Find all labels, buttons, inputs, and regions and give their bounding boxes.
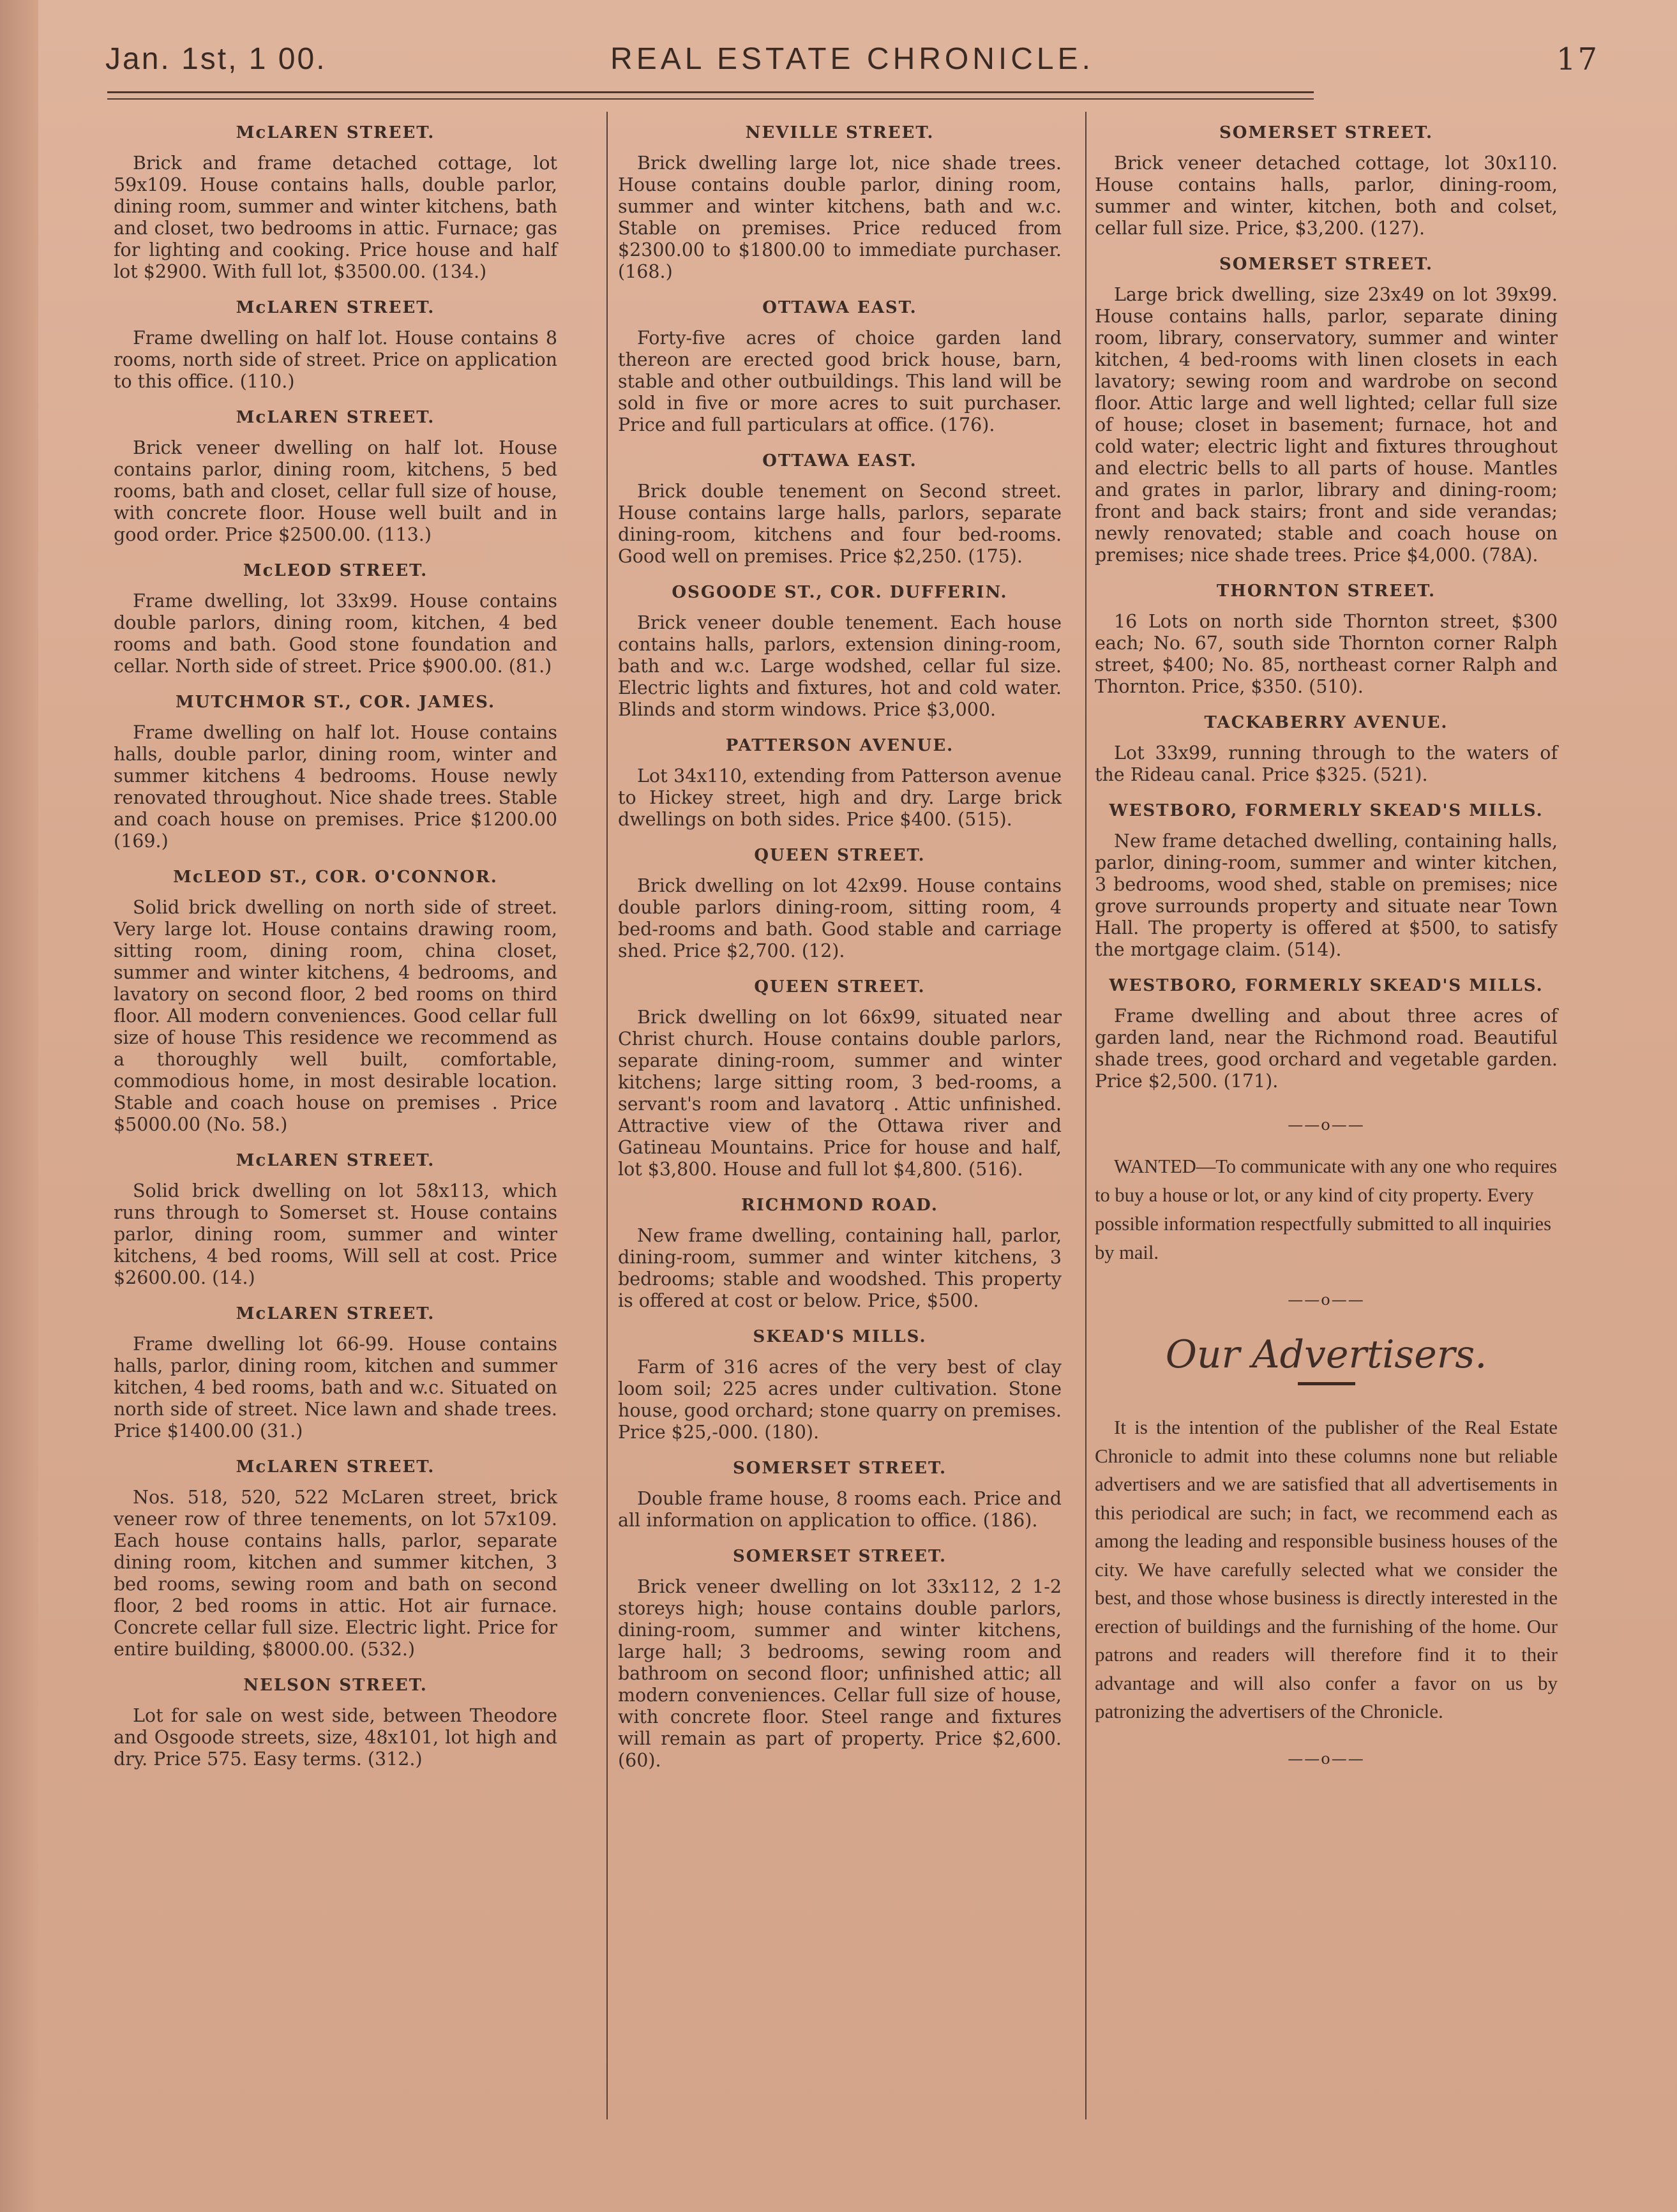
listing-heading: THORNTON STREET. xyxy=(1216,582,1436,601)
listing-description: Brick double tenement on Second street. House contains large halls, parlors, separate dining-room, kitchens and four bed-rooms. Good well on premises. Price $2,250. (175). xyxy=(618,481,1062,567)
listing-description: Frame dwelling on half lot. House contains halls, double parlor, dining room, winter and summer kitchens 4 bedrooms. House newly renovated throughout. Nice shade trees. Stable and coach house on premises. Price $1200.00 (169.) xyxy=(114,722,557,852)
listing-heading: McLAREN STREET. xyxy=(236,1304,435,1323)
listing-description: Frame dwelling, lot 33x99. House contains double parlors, dining room, kitchen, 4 bed rooms and bath. Good stone foundation and cellar. North side of street. Price $900.00. (81.) xyxy=(114,591,557,677)
listing-description: Lot 33x99, running through to the waters of the Rideau canal. Price $325. (521). xyxy=(1095,742,1558,785)
header-rule-bottom xyxy=(107,98,1314,100)
listing-heading: WESTBORO, FORMERLY SKEAD'S MILLS. xyxy=(1109,801,1544,820)
column-3 xyxy=(1095,112,1558,1786)
column-3-listings xyxy=(1095,122,1558,1092)
listing-heading: TACKABERRY AVENUE. xyxy=(1204,713,1448,732)
listing-description: Brick dwelling on lot 42x99. House contains double parlors dining-room, sitting room, 4 bed-rooms and bath. Good stable and carriage shed. Price $2,700. (12). xyxy=(618,875,1062,961)
listing-description: Large brick dwelling, size 23x49 on lot 39x99. House contains halls, parlor, separate dining room, library, conservatory, summer and winter kitchen, 4 bed-rooms with linen closets in each lavatory; sewing room and wardrobe on second floor. Attic large and well lighted; cellar full size of house; closet in basement; furnace, hot and cold water; electric light and fixtures throughout and electric bells to all parts of house. Mantles and grates in parlor, library and dining-room; front and back stairs; front and side verandas; newly renovated; stable and coach house on premises; nice shade trees. Price $4,000. (78A). xyxy=(1095,284,1558,566)
column-divider-1 xyxy=(606,112,608,2119)
listing-heading: McLAREN STREET. xyxy=(236,1151,435,1170)
listing-description: Farm of 316 acres of the very best of clay loom soil; 225 acres under cultivation. Stone house, good orchard; stone quarry on premises. Price $25,-000. (180). xyxy=(618,1357,1062,1443)
page-header xyxy=(105,32,1599,83)
advertisers-title: Our Advertisers. xyxy=(1165,1332,1487,1377)
listing-description: New frame detached dwelling, containing halls, parlor, dining-room, summer and winter kitchen, 3 bedrooms, wood shed, stable on premises; nice grove surrounds property and situate near Town Hall. The property is offered at $500, to satisfy the mortgage claim. (514). xyxy=(1095,831,1558,960)
listing-heading: McLAREN STREET. xyxy=(236,298,435,317)
listing-heading: NEVILLE STREET. xyxy=(745,123,935,142)
listing-heading: SOMERSET STREET. xyxy=(732,1547,947,1566)
listing-heading: MUTCHMOR ST., COR. JAMES. xyxy=(175,693,496,712)
listing-heading: McLEOD ST., COR. O'CONNOR. xyxy=(173,868,498,887)
listing-heading: OTTAWA EAST. xyxy=(762,298,917,317)
listing-heading: McLEOD STREET. xyxy=(243,561,428,580)
listing-heading: SOMERSET STREET. xyxy=(732,1459,947,1478)
listing-heading: SOMERSET STREET. xyxy=(1219,255,1434,274)
listing-description: Brick veneer detached cottage, lot 30x110. House contains halls, parlor, dining-room, summer and winter, kitchen, both and colset, cellar full size. Price, $3,200. (127). xyxy=(1095,153,1558,239)
listing-description: Frame dwelling on half lot. House contains 8 rooms, north side of street. Price on application to this office. (110.) xyxy=(114,327,557,392)
listing-description: Brick veneer dwelling on lot 33x112, 2 1-2 storeys high; house contains double parlors, dining-room, summer and winter kitchens, large hall; 3 bedrooms, sewing room and bathroom on second floor; unfinished attic; all modern conveniences. Cellar full size of house, with concrete floor. Steel range and fixtures will remain as part of property. Price $2,600. (60). xyxy=(618,1576,1062,1771)
listing-description: Lot for sale on west side, between Theodore and Osgoode streets, size, 48x101, lot high and dry. Price 575. Easy terms. (312.) xyxy=(114,1705,557,1770)
listing-description: Frame dwelling lot 66-99. House contains halls, parlor, dining room, kitchen and summer kitchen, 4 bed rooms, bath and w.c. Situated on north side of street. Nice lawn and shade trees. Price $1400.00 (31.) xyxy=(114,1334,557,1441)
listing-heading: NELSON STREET. xyxy=(243,1676,428,1695)
listing-description: Solid brick dwelling on lot 58x113, which runs through to Somerset st. House contains parlor, dining room, summer and winter kitchens, 4 bed rooms, Will sell at cost. Price $2600.00. (14.) xyxy=(114,1180,557,1288)
listing-description: Brick dwelling large lot, nice shade trees. House contains double parlor, dining room, summer and winter kitchens, bath and w.c. Stable on premises. Price reduced from $2300.00 to $1800.00 to immediate purchaser. (168.) xyxy=(618,153,1062,282)
listing-heading: SKEAD'S MILLS. xyxy=(753,1327,927,1346)
listing-description: Brick dwelling on lot 66x99, situated near Christ church. House contains double parlors, separate dining-room, summer and winter kitchens; large sitting room, 3 bed-rooms, a servant's room and lavatorq . Attic unfinished. Attractive view of the Ottawa river and Gatineau Mountains. Price for house and half, lot $3,800. House and full lot $4,800. (516). xyxy=(618,1007,1062,1180)
listing-heading: McLAREN STREET. xyxy=(236,123,435,142)
issue-date: Jan. 1st, 1 00. xyxy=(105,42,327,76)
listing-heading: OSGOODE ST., COR. DUFFERIN. xyxy=(672,583,1008,602)
listing-description: Brick veneer dwelling on half lot. House contains parlor, dining room, kitchens, 5 bed rooms, bath and closet, cellar full size of house, with concrete floor. House well built and in good order. Price $2500.00. (113.) xyxy=(114,437,557,545)
listing-heading: WESTBORO, FORMERLY SKEAD'S MILLS. xyxy=(1109,976,1544,995)
column-2 xyxy=(618,112,1062,1775)
header-rule-top xyxy=(107,91,1314,93)
listing-heading: McLAREN STREET. xyxy=(236,408,435,427)
listing-description: Lot 34x110, extending from Patterson avenue to Hickey street, high and dry. Large brick dwellings on both sides. Price $400. (515). xyxy=(618,765,1062,830)
listing-description: Frame dwelling and about three acres of garden land, near the Richmond road. Beautiful shade trees, good orchard and vegetable garden. Price $2,500. (171). xyxy=(1095,1005,1558,1092)
listing-description: Double frame house, 8 rooms each. Price and all information on application to office. (186). xyxy=(618,1488,1062,1531)
listing-heading: RICHMOND ROAD. xyxy=(741,1196,938,1215)
listing-description: 16 Lots on north side Thornton street, $300 each; No. 67, south side Thornton corner Ralph street, $400; No. 85, northeast corner Ralph and Thornton. Price, $350. (510). xyxy=(1095,611,1558,697)
listing-description: Brick veneer double tenement. Each house contains halls, parlors, extension dining-room, bath and w.c. Large wodshed, cellar ful size. Electric lights and fixtures, hot and cold water. Blinds and storm windows. Price $3,000. xyxy=(618,612,1062,720)
page-number: 17 xyxy=(1556,41,1599,77)
listing-description: Solid brick dwelling on north side of street. Very large lot. House contains drawing room, sitting room, dining room, china closet, summer and winter kitchens, 4 bedrooms, and lavatory on second floor, 2 bed rooms on third floor. All modern conveniences. Good cellar full size of house This residence we recommend as a thoroughly well built, comfortable, commodious home, in most desirable location. Stable and coach house on premises . Price $5000.00 (No. 58.) xyxy=(114,897,557,1135)
listing-heading: OTTAWA EAST. xyxy=(762,451,917,470)
advertisers-rule xyxy=(1298,1382,1355,1385)
listing-heading: PATTERSON AVENUE. xyxy=(725,736,954,755)
listing-heading: McLAREN STREET. xyxy=(236,1457,435,1477)
listing-description: Brick and frame detached cottage, lot 59x109. House contains halls, double parlor, dining room, summer and winter kitchens, bath and closet, two bedrooms in attic. Furnace; gas for lighting and cooking. Price house and half lot $2900. With full lot, $3500.00. (134.) xyxy=(114,153,557,282)
listing-description: Nos. 518, 520, 522 McLaren street, brick veneer row of three tenements, on lot 57x109. Each house contains halls, parlor, separate dining room, kitchen and summer kitchen, 3 bed rooms, sewing room and bath on second floor, 2 bed rooms in attic. Hot air furnace. Concrete cellar full size. Electric light. Price for entire building, $8000.00. (532.) xyxy=(114,1487,557,1660)
column-divider-2 xyxy=(1085,112,1087,2119)
ornament-divider: ——o—— xyxy=(1288,1749,1365,1768)
ornament-divider: ——o—— xyxy=(1288,1116,1365,1134)
ornament-divider: ——o—— xyxy=(1288,1291,1365,1309)
wanted-notice: WANTED—To communicate with any one who requires to buy a house or lot, or any kind of city property. Every possible information respectfully submitted to all inquiries by mail. xyxy=(1095,1155,1558,1263)
listing-description: Forty-five acres of choice garden land thereon are erected good brick house, barn, stable and other outbuildings. This land will be sold in five or more acres to suit purchaser. Price and full particulars at office. (176). xyxy=(618,327,1062,435)
listing-heading: QUEEN STREET. xyxy=(754,846,926,865)
advertisers-notice: It is the intention of the publisher of the Real Estate Chronicle to admit into these columns none but reliable advertisers and we are satisfied that all advertisements in this periodical are such; in fact, we recommend each as among the leading and responsible business houses of the city. We have carefully selected what we consider the best, and those whose business is directly interested in the erection of buildings and the furnishing of the home. Our patrons and readers will therefore find it to their advantage and will also confer a favor on us by patronizing the advertisers of the Chronicle. xyxy=(1095,1416,1558,1722)
publication-title: REAL ESTATE CHRONICLE. xyxy=(610,42,1094,76)
listing-heading: SOMERSET STREET. xyxy=(1219,123,1434,142)
listing-heading: QUEEN STREET. xyxy=(754,977,926,997)
column-1 xyxy=(114,112,557,1774)
listing-description: New frame dwelling, containing hall, parlor, dining-room, summer and winter kitchens, 3 bedrooms; stable and woodshed. This property is offered at cost or below. Price, $500. xyxy=(618,1225,1062,1311)
torn-page-edge xyxy=(0,0,38,2212)
